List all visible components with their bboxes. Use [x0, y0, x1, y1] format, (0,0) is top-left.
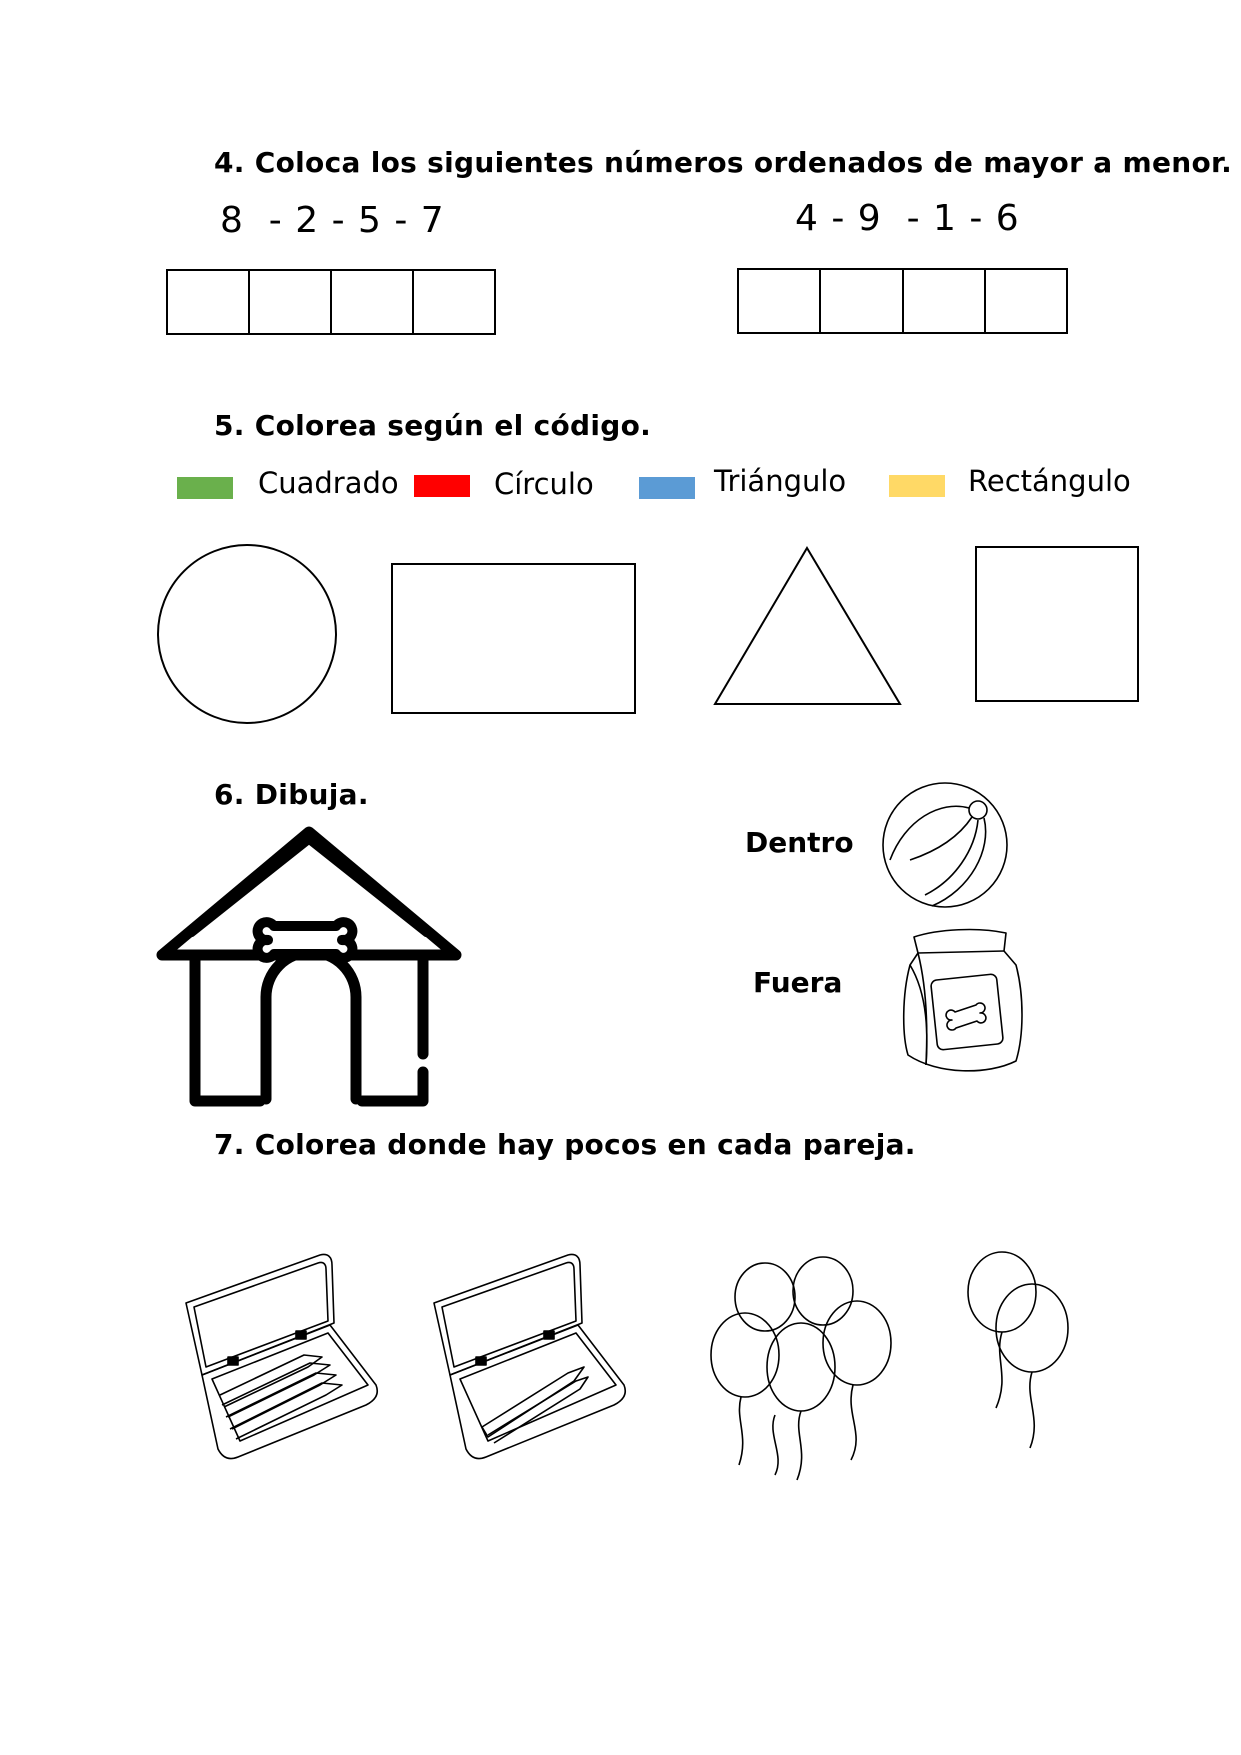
- section-6-heading: 6. Dibuja.: [214, 778, 369, 811]
- section-4-heading: 4. Coloca los siguientes números ordenados de mayor a menor.: [214, 146, 1233, 179]
- pencil-case-many-pencils-icon[interactable]: [180, 1245, 380, 1465]
- section-7-heading: 7. Colorea donde hay pocos en cada pareja.: [214, 1128, 916, 1161]
- outside-label: Fuera: [753, 966, 843, 999]
- section-5-heading: 5. Colorea según el código.: [214, 409, 652, 442]
- pencil-case-two-pencils-icon[interactable]: [428, 1245, 628, 1465]
- rectangle-shape[interactable]: [392, 564, 635, 713]
- legend-label-rectangle: Rectángulo: [968, 464, 1131, 498]
- circle-shape[interactable]: [158, 545, 336, 723]
- legend-label-square: Cuadrado: [258, 466, 399, 500]
- legend-label-triangle: Triángulo: [714, 464, 847, 498]
- five-balloons-icon[interactable]: [705, 1255, 905, 1485]
- triangle-shape[interactable]: [715, 548, 900, 704]
- two-balloons-icon[interactable]: [960, 1248, 1080, 1458]
- sequence-left: 8 - 2 - 5 - 7: [220, 200, 445, 241]
- sequence-right: 4 - 9 - 1 - 6: [795, 198, 1020, 239]
- legend-label-circle: Círculo: [494, 467, 594, 501]
- inside-label: Dentro: [745, 826, 854, 859]
- doghouse-icon: [150, 820, 470, 1110]
- beach-ball-icon: [880, 780, 1010, 910]
- shapes-to-color: [0, 0, 1241, 760]
- square-shape[interactable]: [976, 547, 1138, 701]
- dog-food-bag-icon: [898, 925, 1030, 1077]
